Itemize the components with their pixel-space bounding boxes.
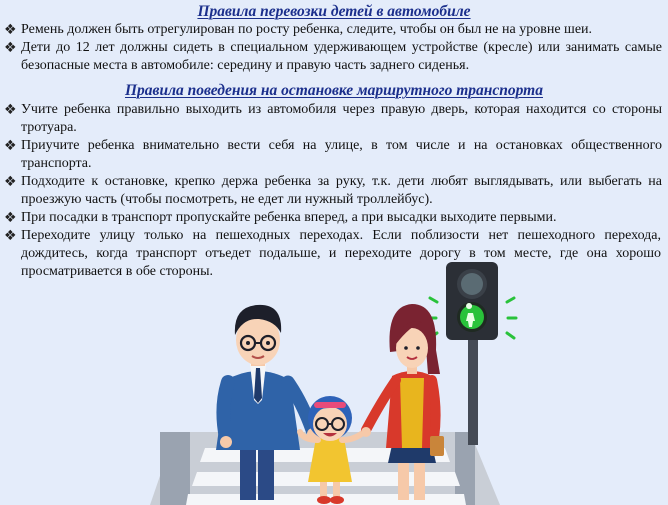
- list-item: ❖ Переходите улицу только на пешеходных переходах. Если поблизости нет пешеходного перехода, дождитесь, когда транспорт отъедет подальше, и переходите дорогу в том месте, где она хорошо просматривается в обе стороны.: [4, 228, 661, 279]
- bullet-icon: ❖: [4, 228, 17, 244]
- bullet-icon: ❖: [4, 174, 17, 190]
- bus-stop-rules-list: [4, 101, 662, 281]
- bullet-icon: ❖: [4, 138, 17, 154]
- list-item: ❖ Приучите ребенка внимательно вести себя на улице, в том числе и на остановках общественного транспорта.: [4, 138, 662, 171]
- section-title-car-transport: Правила перевозки детей в автомобиле: [197, 3, 471, 20]
- list-item: ❖ Дети до 12 лет должны сидеть в специальном удерживающем устройстве (кресле) или занимать самые безопасные места в автомобиле: середину и правую часть заднего сиденья.: [4, 40, 662, 73]
- list-item: ❖ Подходите к остановке, крепко держа ребенка за руку, т.к. дети любят выглядывать, или выбегать на проезжую часть (чтобы посмотреть, не едет ли нужный троллейбус).: [4, 174, 662, 207]
- bullet-icon: ❖: [4, 102, 17, 118]
- section-title-bus-stop: Правила поведения на остановке маршрутного транспорта: [124, 82, 543, 99]
- car-rules-list: [4, 21, 662, 75]
- list-item: ❖ При посадки в транспорт пропускайте ребенка вперед, а при высадки выходите первыми.: [4, 210, 557, 226]
- list-item: ❖ Ремень должен быть отрегулирован по росту ребенка, следите, чтобы он был не на уровне шеи.: [4, 22, 593, 38]
- bullet-icon: ❖: [4, 22, 17, 38]
- traffic-light-icon: [428, 262, 516, 445]
- bullet-icon: ❖: [4, 40, 17, 56]
- bullet-icon: ❖: [4, 210, 17, 226]
- list-item: ❖ Учите ребенка правильно выходить из автомобиля через правую дверь, которая находится со стороны тротуара.: [4, 102, 662, 135]
